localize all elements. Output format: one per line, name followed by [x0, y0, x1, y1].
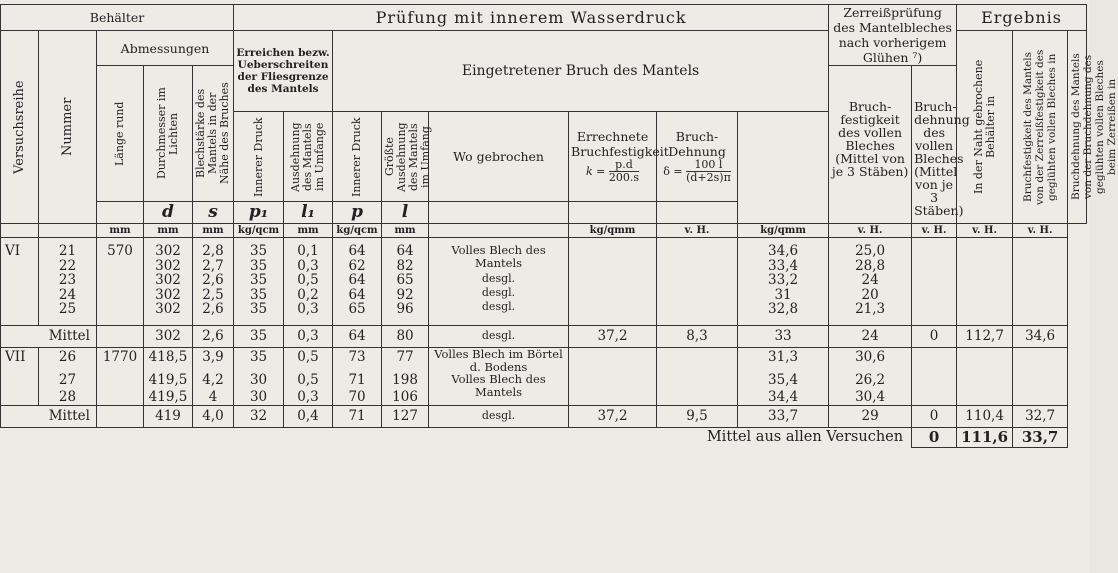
cell-p-28: 70	[348, 389, 366, 405]
cell-p1-26: 35	[249, 349, 268, 365]
header-pruefung: Prüfung mit innerem Wasserdruck	[234, 5, 829, 31]
cell-l1-25: 0,3	[297, 301, 319, 317]
formula-delta-frac	[686, 159, 731, 184]
errechnete-label: Errechnete Bruchfestigkeit	[571, 129, 669, 159]
mittel-vii-delta: 9,5	[657, 405, 738, 427]
cell-l-21: 64	[396, 243, 414, 259]
cell-bd-23: 24	[861, 272, 879, 288]
header-durchmesser	[144, 66, 193, 202]
header-behaelter: Behälter	[1, 5, 234, 31]
cell-bd-25: 21,3	[855, 301, 886, 317]
cell-l-26: 77	[396, 349, 414, 365]
header-zerreiss: Zerreißprüfung des Mantelbleches nach vorherigem Glühen ⁷)	[829, 5, 957, 66]
sym-empty-wo	[429, 202, 569, 224]
unit-kgqmm-2: kg/qmm	[738, 224, 829, 238]
total-label: Mittel aus allen Versuchen	[1, 427, 912, 447]
cell-l-22: 82	[396, 257, 414, 274]
unit-vh-5: v. H.	[1013, 224, 1068, 238]
formula-delta-den: (d+2s)π	[686, 171, 731, 184]
formula-k	[586, 158, 640, 184]
mittel-vii-p: 71	[333, 405, 382, 427]
cell-l-24: 92	[396, 286, 414, 303]
cell-p1-24: 35	[249, 286, 268, 303]
table-row-mittel-vii	[1, 405, 1087, 427]
mittel-vii-s: 4,0	[193, 405, 234, 427]
mittel-vi-s: 2,6	[193, 326, 234, 348]
cell-delta-block-vi	[657, 238, 738, 326]
cell-d-23: 302	[155, 272, 181, 288]
cell-s-28: 4	[208, 389, 218, 405]
cell-l1-24: 0,2	[297, 286, 319, 303]
cell-d-28: 419,5	[148, 389, 188, 405]
table-row	[1, 348, 1087, 406]
cell-bf-block-vii	[738, 348, 829, 406]
cell-p-24: 64	[348, 286, 366, 303]
cell-bd-22: 28,8	[855, 257, 886, 274]
unit-vh-1: v. H.	[657, 224, 738, 238]
cell-l1-27: 0,5	[297, 372, 319, 388]
cell-l-block-vi	[382, 238, 429, 326]
cell-l-block-vii	[382, 348, 429, 406]
header-groesste	[382, 112, 433, 202]
unit-kgqmm-1: kg/qmm	[569, 224, 657, 238]
table-row-total	[1, 427, 1087, 447]
cell-p-27: 71	[348, 372, 366, 388]
cell-p1-23: 35	[249, 272, 268, 288]
cell-p1-25: 35	[249, 301, 268, 317]
sym-empty-laenge	[97, 202, 144, 224]
cell-bf-21: 34,6	[768, 243, 799, 259]
header-blechstaerke	[193, 66, 234, 202]
mittel-vii-laenge	[97, 405, 144, 427]
cell-l-27: 198	[392, 372, 418, 388]
bruch-dehnung-label: Bruch-Dehnung	[668, 129, 726, 159]
unit-kgqcm-2: kg/qcm	[333, 224, 382, 238]
unit-mm-5: mm	[382, 224, 429, 238]
header-ausdehnung-1	[284, 112, 333, 202]
mittel-vii-ef: 110,4	[957, 405, 1013, 427]
cell-nr-27: 27	[58, 372, 77, 388]
mittel-vi-bf: 33	[738, 326, 829, 348]
sym-p: p	[333, 202, 382, 224]
header-nummer-text: Nummer	[59, 97, 75, 157]
sym-empty-delta	[657, 202, 738, 224]
cell-bf-25: 32,8	[768, 301, 799, 317]
cell-l1-22: 0,3	[297, 257, 319, 274]
cell-l-25: 96	[396, 301, 414, 317]
formula-delta-num: 100 l	[686, 159, 731, 172]
cell-p1-28: 30	[249, 389, 268, 405]
sym-d: d	[144, 202, 193, 224]
header-groesste-text: Größte Ausdehnung des Mantels im Umfang	[383, 121, 433, 192]
cell-bd-21: 25,0	[855, 243, 886, 259]
table-row	[1, 238, 1087, 326]
cell-s-21: 2,8	[202, 243, 224, 259]
cell-bd-28: 30,4	[855, 389, 886, 405]
header-naht-text: In der Naht gebrochene Behälter in	[971, 59, 997, 195]
header-blechstaerke-text: Blechstärke des Mantels in der Nähe des Bruches	[194, 82, 232, 185]
cell-bf-block-vi	[738, 238, 829, 326]
cell-nr-28: 28	[58, 389, 77, 405]
formula-k-num: p.d	[609, 159, 639, 172]
cell-s-block-vii	[193, 348, 234, 406]
header-bruch-dehnung	[657, 112, 738, 202]
cell-s-block-vi	[193, 238, 234, 326]
cell-laenge-26: 1770	[97, 348, 144, 406]
mittel-vii-k: 37,2	[569, 405, 657, 427]
cell-s-26: 3,9	[202, 349, 224, 365]
cell-bd-block-vii	[829, 348, 912, 406]
mittel-vii-p1: 32	[234, 405, 284, 427]
cell-nr-block-vii	[39, 348, 97, 406]
cell-nr-23: 23	[58, 272, 77, 288]
cell-wo-22: desgl.	[481, 272, 516, 285]
cell-bf-23: 33,2	[768, 272, 799, 288]
mittel-vi-k: 37,2	[569, 326, 657, 348]
cell-laenge-21: 570	[97, 238, 144, 326]
unit-mm-1: mm	[97, 224, 144, 238]
cell-d-block-vii	[144, 348, 193, 406]
cell-bd-block-vi	[829, 238, 912, 326]
mittel-vi-delta: 8,3	[657, 326, 738, 348]
unit-mm-2: mm	[144, 224, 193, 238]
cell-d-21: 302	[155, 243, 181, 259]
header-ergebnis: Ergebnis	[957, 5, 1087, 31]
cell-p1-21: 35	[249, 243, 268, 259]
series-vii-label: VII	[1, 348, 39, 406]
mittel-vi-p: 64	[333, 326, 382, 348]
unit-empty-wo	[429, 224, 569, 238]
cell-nr-21: 21	[58, 243, 77, 259]
unit-empty-1	[1, 224, 39, 238]
mittel-vi-wo: desgl.	[429, 326, 569, 348]
cell-p-26: 73	[348, 349, 366, 365]
header-innerer-druck-1-text: Innerer Druck	[251, 116, 265, 197]
cell-p-22: 62	[348, 257, 366, 274]
mittel-vii-bf: 33,7	[738, 405, 829, 427]
mittel-vii-bd: 29	[829, 405, 912, 427]
total-naht: 0	[912, 427, 957, 447]
cell-ef-block-vii	[957, 348, 1013, 406]
unit-kgqcm-1: kg/qcm	[234, 224, 284, 238]
cell-wo-21: Volles Blech des Mantels	[451, 243, 546, 270]
unit-empty-2	[39, 224, 97, 238]
header-innerer-druck-2-text: Innerer Druck	[350, 116, 364, 197]
mittel-vi-p1: 35	[234, 326, 284, 348]
header-laenge-text: Länge rund	[113, 101, 126, 166]
cell-ed-block-vii	[1013, 348, 1068, 406]
cell-bd-27: 26,2	[855, 372, 886, 388]
series-vi-label: VI	[1, 238, 39, 326]
header-wo-gebrochen: Wo gebrochen	[429, 112, 569, 202]
sym-l: l	[382, 202, 429, 224]
unit-vh-2: v. H.	[829, 224, 912, 238]
cell-nr-22: 22	[58, 257, 77, 274]
mittel-vii-l1: 0,4	[284, 405, 333, 427]
cell-p1-22: 35	[249, 257, 268, 274]
cell-l-28: 106	[392, 389, 418, 405]
cell-l1-block-vi	[284, 238, 333, 326]
cell-ef-block-vi	[957, 238, 1013, 326]
header-erreichen: Erreichen bezw. Ueberschreiten der Fliesgrenze des Mantels	[234, 31, 333, 112]
cell-nr-26: 26	[58, 349, 77, 365]
mittel-vi-d: 302	[144, 326, 193, 348]
mittel-vii-wo: desgl.	[429, 405, 569, 427]
cell-delta-block-vii	[657, 348, 738, 406]
header-innerer-druck-1	[234, 112, 284, 202]
cell-bf-26: 31,3	[768, 349, 799, 365]
formula-k-frac	[609, 159, 639, 184]
cell-d-27: 419,5	[148, 372, 188, 388]
cell-wo-23: desgl.	[481, 286, 516, 299]
mittel-vi-bd: 24	[829, 326, 912, 348]
cell-s-25: 2,6	[202, 301, 224, 317]
cell-d-26: 418,5	[148, 349, 188, 365]
cell-ed-block-vi	[1013, 238, 1068, 326]
unit-mm-3: mm	[193, 224, 234, 238]
unit-vh-3: v. H.	[912, 224, 957, 238]
cell-naht-block-vi	[912, 238, 957, 326]
cell-p1-block-vii	[234, 348, 284, 406]
cell-l1-26: 0,5	[297, 349, 319, 365]
cell-bf-28: 34,4	[768, 389, 799, 405]
cell-p-block-vi	[333, 238, 382, 326]
header-naht	[957, 31, 1013, 224]
header-erg-dehnung	[1068, 31, 1118, 224]
cell-wo-block-vii	[429, 348, 569, 406]
cell-l1-block-vii	[284, 348, 333, 406]
cell-wo-27: Volles Blech des Mantels	[451, 372, 546, 399]
cell-p-21: 64	[348, 243, 366, 259]
results-table	[0, 4, 1118, 448]
header-versuchsreihe-text: Versuchsreihe	[11, 80, 27, 174]
cell-d-22: 302	[155, 257, 181, 274]
header-ausdehnung-1-text: Ausdehnung des Mantels im Umfange	[289, 121, 327, 192]
mittel-vi-label: Mittel	[1, 326, 97, 348]
mittel-vii-label: Mittel	[1, 405, 97, 427]
cell-k-block-vii	[569, 348, 657, 406]
mittel-vii-d: 419	[144, 405, 193, 427]
cell-p-23: 64	[348, 272, 366, 288]
cell-s-23: 2,6	[202, 272, 224, 288]
header-laenge	[97, 66, 144, 202]
total-ef: 111,6	[957, 427, 1013, 447]
cell-s-27: 4,2	[202, 372, 224, 388]
header-innerer-druck-2	[333, 112, 382, 202]
sym-p1: p₁	[234, 202, 284, 224]
cell-l1-23: 0,5	[297, 272, 319, 288]
cell-p1-27: 30	[249, 372, 268, 388]
header-bruchdehnung: Bruch-dehnung des vollen Bleches (Mittel von je 3 Stäben)	[912, 66, 957, 224]
cell-wo-24: desgl.	[481, 300, 516, 313]
cell-bf-24: 31	[774, 286, 792, 303]
cell-l1-28: 0,3	[297, 389, 319, 405]
header-bruchfestigkeit: Bruch-festigkeit des vollen Bleches (Mittel von je 3 Stäben)	[829, 66, 912, 224]
cell-d-24: 302	[155, 286, 181, 303]
table-row-mittel-vi	[1, 326, 1087, 348]
header-nummer	[39, 31, 97, 224]
header-erg-festigkeit-text: Bruchfestigkeit des Mantels von der Zerreißfestigkeit des geglühten vollen Bleches in	[1022, 49, 1059, 205]
cell-p-25: 65	[348, 301, 366, 317]
sym-l1: l₁	[284, 202, 333, 224]
header-errechnete	[569, 112, 669, 202]
formula-k-den: 200.s	[608, 171, 640, 184]
mittel-vii-ed: 32,7	[1013, 405, 1068, 427]
mittel-vii-naht: 0	[912, 405, 957, 427]
mittel-vi-naht: 0	[912, 326, 957, 348]
formula-delta	[663, 158, 731, 184]
header-versuchsreihe	[1, 31, 39, 224]
mittel-vi-l1: 0,3	[284, 326, 333, 348]
cell-bd-26: 30,6	[855, 349, 886, 365]
cell-d-block-vi	[144, 238, 193, 326]
cell-naht-block-vii	[912, 348, 957, 406]
cell-nr-block-vi	[39, 238, 97, 326]
cell-l1-21: 0,1	[297, 243, 319, 259]
mittel-vi-ed: 34,6	[1013, 326, 1068, 348]
header-durchmesser-text: Durchmesser im Lichten	[155, 87, 180, 180]
unit-mm-4: mm	[284, 224, 333, 238]
unit-vh-4: v. H.	[957, 224, 1013, 238]
cell-l-23: 65	[396, 272, 414, 288]
mittel-vii-l: 127	[382, 405, 429, 427]
formula-delta-label: δ =	[663, 164, 683, 178]
mittel-vi-l: 80	[382, 326, 429, 348]
cell-d-25: 302	[155, 301, 181, 317]
cell-p-block-vii	[333, 348, 382, 406]
formula-k-label: k =	[586, 164, 606, 178]
mittel-vi-laenge	[97, 326, 144, 348]
header-erg-festigkeit	[1013, 31, 1068, 224]
cell-wo-block-vi	[429, 238, 569, 326]
cell-bf-22: 33,4	[768, 257, 799, 274]
cell-s-24: 2,5	[202, 286, 224, 303]
cell-p1-block-vi	[234, 238, 284, 326]
header-erg-dehnung-text: Bruchdehnung des Mantels von der Bruchdehnung des geglühten vollen Bleches beim Zerreißen in	[1070, 53, 1118, 201]
header-abmessungen: Abmessungen	[97, 31, 234, 66]
cell-s-22: 2,7	[202, 257, 224, 274]
sym-s: s	[193, 202, 234, 224]
cell-k-block-vi	[569, 238, 657, 326]
cell-wo-26: Volles Blech im Börtel d. Bodens	[434, 347, 563, 374]
sym-empty-k	[569, 202, 657, 224]
total-ed: 33,7	[1013, 427, 1068, 447]
cell-nr-25: 25	[58, 301, 77, 317]
mittel-vi-ef: 112,7	[957, 326, 1013, 348]
cell-bf-27: 35,4	[768, 372, 799, 388]
cell-bd-24: 20	[861, 286, 879, 303]
header-eingetreten: Eingetretener Bruch des Mantels	[333, 31, 829, 112]
cell-nr-24: 24	[58, 286, 77, 303]
